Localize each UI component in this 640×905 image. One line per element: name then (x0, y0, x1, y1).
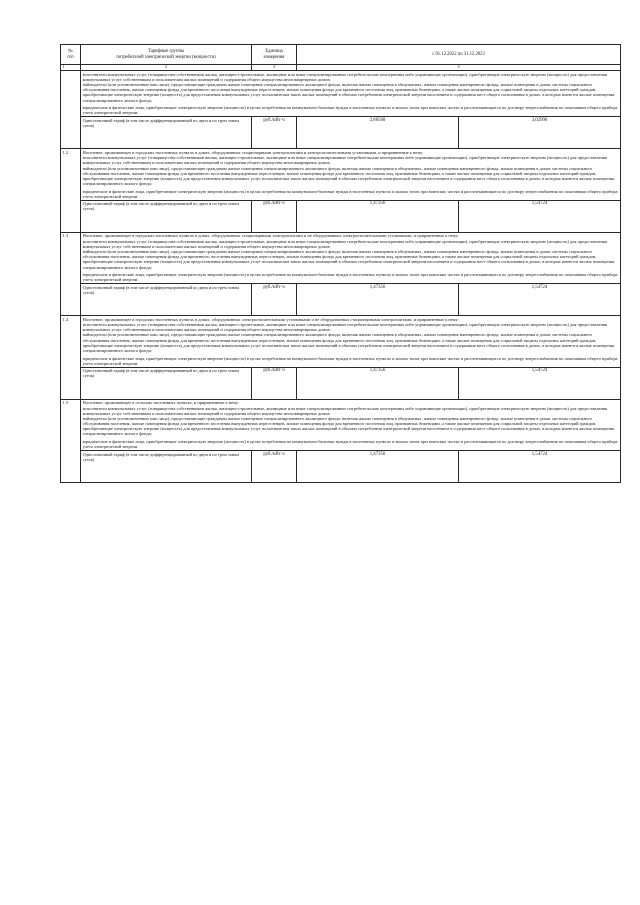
table-row-tariff (61, 117, 621, 149)
tariff-value-2022: 1,47356 (297, 200, 459, 232)
description-paragraph: исполнители коммунальных услуг (товарищества собственников жилья, жилищно-строительные, жилищные или иные специализированные потребительские кооперативы либо управляющие организации), приобретающие электрическую энергию (мощность) для предоставления коммунальных услуг собственникам и пользователям жилых помещений и содержания общего имущества многоквартирных домов; (82, 155, 608, 166)
consumer-group-description (81, 316, 621, 367)
consumer-group-description (81, 149, 621, 200)
table-header-row (61, 45, 621, 65)
description-paragraph: юридические и физические лица, приобретающие электрическую энергию (мощность) в целях потребления на коммунально-бытовые нужды в населенных пунктах и жилых зонах при воинских частях и рассчитывающиеся по договору энергоснабжения по показаниям общего прибора учета электрической энергии. (82, 188, 618, 199)
description-paragraph: юридические и физические лица, приобретающие электрическую энергию (мощность) в целях потребления на коммунально-бытовые нужды в населенных пунктах и жилых зонах при воинских частях и рассчитывающиеся по договору энергоснабжения по показаниям общего прибора учета электрической энергии. (82, 272, 618, 283)
tariff-value-2022: 1,47356 (297, 367, 459, 399)
description-paragraph: наймодатели (или уполномоченные ими лица), предоставляющие гражданам жилые помещения специализированного жилищного фонда, включая жилые помещения в общежитиях, жилые помещения маневренного фонда, жилые помещения в домах системы социального обслуживания населения, жилые помещения фонда для временного поселения вынужденных переселенцев, жилые помещения фонда для временного поселения лиц, признанных беженцами, а также жилые помещения для социальной защиты отдельных категорий граждан, приобретающие электрическую энергию (мощность) для предоставления коммунальных услуг пользователям таких жилых помещений в объемах потребления электрической энергии населением и содержания мест общего пользования в домах, в которых имеются жилые помещения специализированного жилого фонда; (82, 249, 615, 270)
column-index: 3 (252, 65, 297, 71)
tariff-value-2023: 1,54724 (459, 367, 621, 399)
tariff-unit: руб./кВт·ч (252, 367, 297, 399)
description-paragraph: исполнители коммунальных услуг (товарищества собственников жилья, жилищно-строительные, жилищные или иные специализированные потребительские кооперативы либо управляющие организации), приобретающие электрическую энергию (мощность) для предоставления коммунальных услуг собственникам и пользователям жилых помещений и содержания общего имущества многоквартирных домов; (82, 405, 608, 416)
column-index: 2 (81, 65, 252, 71)
tariff-value-2023: 1,54724 (459, 451, 621, 483)
description-paragraph: исполнители коммунальных услуг (товарищества собственников жилья, жилищно-строительные, жилищные или иные специализированные потребительские кооперативы либо управляющие организации), приобретающие электрическую энергию (мощность) для предоставления коммунальных услуг собственникам и пользователям жилых помещений и содержания общего имущества многоквартирных домов; (82, 322, 608, 333)
header-unit: Единица измерения (252, 45, 297, 65)
tariff-value-2023: 1,54724 (459, 284, 621, 316)
description-paragraph: Население, проживающее в городских населенных пунктах в домах, оборудованных стационарными электроплитами и электроотопительными установками, и приравненные к нему: (82, 150, 424, 155)
tariff-name: Одноставочный тариф (в том числе дифференцированный по двум и по трем зонам суток) (81, 284, 252, 316)
description-paragraph: наймодатели (или уполномоченные ими лица), предоставляющие гражданам жилые помещения специализированного жилищного фонда, включая жилые помещения в общежитиях, жилые помещения маневренного фонда, жилые помещения в домах системы социального обслуживания населения, жилые помещения фонда для временного поселения вынужденных переселенцев, жилые помещения фонда для временного поселения лиц, признанных беженцами, а также жилые помещения для социальной защиты отдельных категорий граждан, приобретающие электрическую энергию (мощность) для предоставления коммунальных услуг пользователям таких жилых помещений в объемах потребления электрической энергии населением и содержания мест общего пользования в домах, в которых имеются жилые помещения специализированного жилого фонда; (82, 415, 615, 437)
tariff-name: Одноставочный тариф (в том числе дифференцированный по двум и по трем зонам суток) (81, 117, 252, 149)
header-consumer-groups: Тарифные группы потребителей электрической энергии (мощности) (81, 45, 252, 65)
tariff-name: Одноставочный тариф (в том числе дифференцированный по двум и по трем зонам суток) (81, 200, 252, 232)
description-paragraph: Население, проживающее в городских населенных пунктах в домах, оборудованных стационарными электроплитами и не оборудованных электроотопительными установками, и приравненные к нему: (82, 233, 459, 239)
table-body (61, 71, 621, 483)
table-row-tariff (61, 451, 621, 483)
tariff-table (60, 44, 621, 483)
table-row-group-description (61, 149, 621, 200)
consumer-group-description (81, 71, 621, 117)
description-paragraph: наймодатели (или уполномоченные ими лица), предоставляющие гражданам жилые помещения специализированного жилищного фонда, включая жилые помещения в общежитиях, жилые помещения маневренного фонда, жилые помещения в домах системы социального обслуживания населения, жилые помещения фонда для временного поселения вынужденных переселенцев, жилые помещения фонда для временного поселения лиц, признанных беженцами, а также жилые помещения для социальной защиты отдельных категорий граждан, приобретающие электрическую энергию (мощность) для предоставления коммунальных услуг пользователям таких жилых помещений в объемах потребления электрической энергии населением и содержания мест общего пользования в домах, в которых имеются жилые помещения специализированного жилого фонда; (82, 82, 615, 103)
header-num: № п/п (61, 45, 81, 65)
description-paragraph: исполнители коммунальных услуг (товарищества собственников жилья, жилищно-строительные, жилищные или иные специализированные потребительские кооперативы либо управляющие организации), приобретающие электрическую энергию (мощность) для предоставления коммунальных услуг собственникам и пользователям жилых помещений и содержания общего имущества многоквартирных домов; (82, 238, 608, 249)
tariff-value-2023: 1,54724 (459, 200, 621, 232)
column-index: 4 (297, 65, 621, 71)
tariff-value-2023: 3,02996 (459, 117, 621, 149)
description-paragraph: исполнители коммунальных услуг (товарищества собственников жилья, жилищно-строительные, жилищные или иные специализированные потребительские кооперативы либо управляющие организации), приобретающие электрическую энергию (мощность) для предоставления коммунальных услуг собственникам и пользователям жилых помещений и содержания общего имущества многоквартирных домов; (82, 71, 608, 82)
table-row-group-description (61, 71, 621, 117)
row-number: 1.4 (61, 316, 81, 399)
tariff-unit: руб./кВт·ч (252, 117, 297, 149)
description-paragraph: наймодатели (или уполномоченные ими лица), предоставляющие гражданам жилые помещения специализированного жилищного фонда, включая жилые помещения в общежитиях, жилые помещения маневренного фонда, жилые помещения в домах системы социального обслуживания населения, жилые помещения фонда для временного поселения вынужденных переселенцев, жилые помещения фонда для временного поселения лиц, признанных беженцами, а также жилые помещения для социальной защиты отдельных категорий граждан, приобретающие электрическую энергию (мощность) для предоставления коммунальных услуг пользователям таких жилых помещений в объемах потребления электрической энергии населением и содержания мест общего пользования в домах, в которых имеются жилые помещения специализированного жилого фонда; (82, 332, 615, 354)
table-row-group-description (61, 232, 621, 283)
table-row-tariff (61, 284, 621, 316)
description-paragraph: юридические и физические лица, приобретающие электрическую энергию (мощность) в целях потребления на коммунально-бытовые нужды в населенных пунктах и жилых зонах при воинских частях и рассчитывающиеся по договору энергоснабжения по показаниям общего прибора учета электрической энергии. (82, 355, 618, 366)
row-number: 1.5 (61, 399, 81, 482)
consumer-group-description (81, 232, 621, 283)
table-row-group-description (61, 399, 621, 450)
description-paragraph: Население, проживающее в сельских населенных пунктах, и приравненные к нему: (82, 400, 240, 406)
description-paragraph: юридические и физические лица, приобретающие электрическую энергию (мощность) в целях потребления на коммунально-бытовые нужды в населенных пунктах и жилых зонах при воинских частях и рассчитывающиеся по договору энергоснабжения по показаниям общего прибора учета электрической энергии. (82, 105, 618, 116)
description-paragraph: наймодатели (или уполномоченные ими лица), предоставляющие гражданам жилые помещения специализированного жилищного фонда, включая жилые помещения в общежитиях, жилые помещения маневренного фонда, жилые помещения в домах системы социального обслуживания населения, жилые помещения фонда для временного поселения вынужденных переселенцев, жилые помещения фонда для временного поселения лиц, признанных беженцами, а также жилые помещения для социальной защиты отдельных категорий граждан, приобретающие электрическую энергию (мощность) для предоставления коммунальных услуг пользователям таких жилых помещений в объемах потребления электрической энергии населением и содержания мест общего пользования в домах, в которых имеются жилые помещения специализированного жилого фонда; (82, 165, 615, 187)
tariff-value-2022: 1,47356 (297, 451, 459, 483)
tariff-unit: руб./кВт·ч (252, 451, 297, 483)
header-period: с 01.12.2022 по 31.12.2023 (297, 45, 621, 65)
table-row-group-description (61, 316, 621, 367)
row-number (61, 71, 81, 149)
description-paragraph: юридические и физические лица, приобретающие электрическую энергию (мощность) в целях потребления на коммунально-бытовые нужды в населенных пунктах и жилых зонах при воинских частях и рассчитывающиеся по договору энергоснабжения по показаниям общего прибора учета электрической энергии. (82, 439, 618, 450)
consumer-group-description (81, 399, 621, 450)
tariff-name: Одноставочный тариф (в том числе дифференцированный по двум и по трем зонам суток) (81, 367, 252, 399)
tariff-name: Одноставочный тариф (в том числе дифференцированный по двум и по трем зонам суток) (81, 451, 252, 483)
row-number: 1.3 (61, 232, 81, 315)
column-index: 1 (61, 65, 81, 71)
row-number: 1.2 (61, 149, 81, 232)
tariff-unit: руб./кВт·ч (252, 284, 297, 316)
description-paragraph: Население, проживающее в городских населенных пунктах в домах, оборудованных электроотопительными установками и не оборудованных стационарными электроплитами, и приравненные к нему: (82, 316, 459, 322)
tariff-value-2022: 1,47356 (297, 284, 459, 316)
tariff-unit: руб./кВт·ч (252, 200, 297, 232)
tariff-value-2022: 2,88568 (297, 117, 459, 149)
table-row-tariff (61, 200, 621, 232)
table-row-tariff (61, 367, 621, 399)
